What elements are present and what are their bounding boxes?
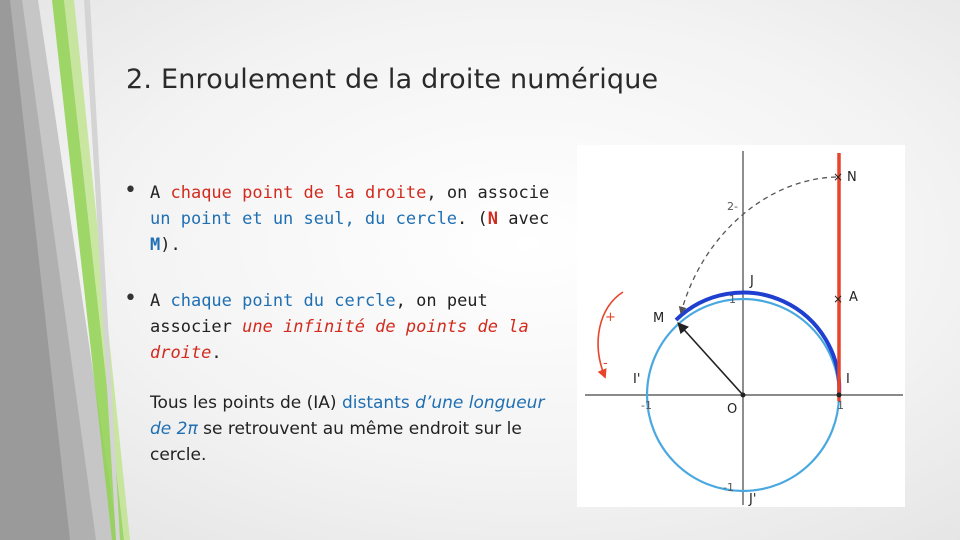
- tick-x-1: 1: [837, 399, 844, 412]
- point-o: [741, 393, 746, 398]
- tick-y-1: 1: [729, 293, 736, 306]
- label-a: A: [849, 290, 858, 305]
- bullet-2-text-end: .: [211, 343, 222, 363]
- bullet-point-2: [150, 288, 560, 366]
- label-i-prime: I': [633, 372, 641, 387]
- label-i: I: [846, 372, 850, 387]
- bullet-1-text-mid: , on associe: [426, 183, 550, 203]
- note-highlight-distants: distants: [341, 393, 410, 413]
- label-o: O: [727, 402, 738, 417]
- slide-title: 2. Enroulement de la droite numérique: [126, 64, 659, 95]
- note-text-end: se retrouvent au même endroit sur le cercle.: [150, 419, 522, 465]
- label-j-prime: J': [749, 492, 757, 507]
- bullet-2-highlight-cercle: chaque point du cercle: [170, 291, 396, 311]
- point-a-marker: ×: [833, 292, 844, 306]
- tick-x-minus-1: -1: [641, 399, 652, 412]
- label-j: J: [750, 274, 754, 289]
- label-n: N: [847, 170, 857, 185]
- note-text-start: Tous les points de (IA): [150, 393, 342, 413]
- bullet-1-highlight-droite: chaque point de la droite: [170, 183, 427, 203]
- bullet-1-highlight-cercle: un point et un seul, du cercle: [150, 209, 458, 229]
- bullet-1-point-m: M: [150, 235, 161, 255]
- label-plus: +: [605, 310, 616, 325]
- bullet-1-text-start: A: [150, 183, 171, 203]
- bullet-2-text-start: A: [150, 291, 171, 311]
- decorative-stripes: [0, 0, 130, 540]
- point-n-marker: ×: [833, 170, 844, 184]
- tick-y-2: 2-: [727, 200, 738, 213]
- bullet-2-text-mid: , on peut associer: [150, 291, 488, 337]
- bullet-1-text-paren: . (: [457, 209, 488, 229]
- bullet-2-highlight-infinite: une infinité de points de la droite: [150, 317, 529, 363]
- rotation-arrow: [598, 292, 623, 377]
- bullet-1-point-n: N: [487, 209, 499, 229]
- note-paragraph: [150, 390, 570, 468]
- vector-om: [678, 323, 743, 395]
- bullet-point-1: [150, 180, 560, 258]
- label-m: M: [653, 311, 665, 326]
- trig-circle-svg: [577, 145, 905, 507]
- label-minus: -: [603, 356, 608, 371]
- tick-y-minus-1: -1: [723, 481, 734, 494]
- note-highlight-length: d’une longueur de 2π: [150, 393, 545, 439]
- trig-circle-figure: [577, 145, 905, 507]
- bullet-1-text-avec: avec: [498, 209, 550, 229]
- point-i: [837, 393, 842, 398]
- bullet-1-text-end: ).: [160, 235, 181, 255]
